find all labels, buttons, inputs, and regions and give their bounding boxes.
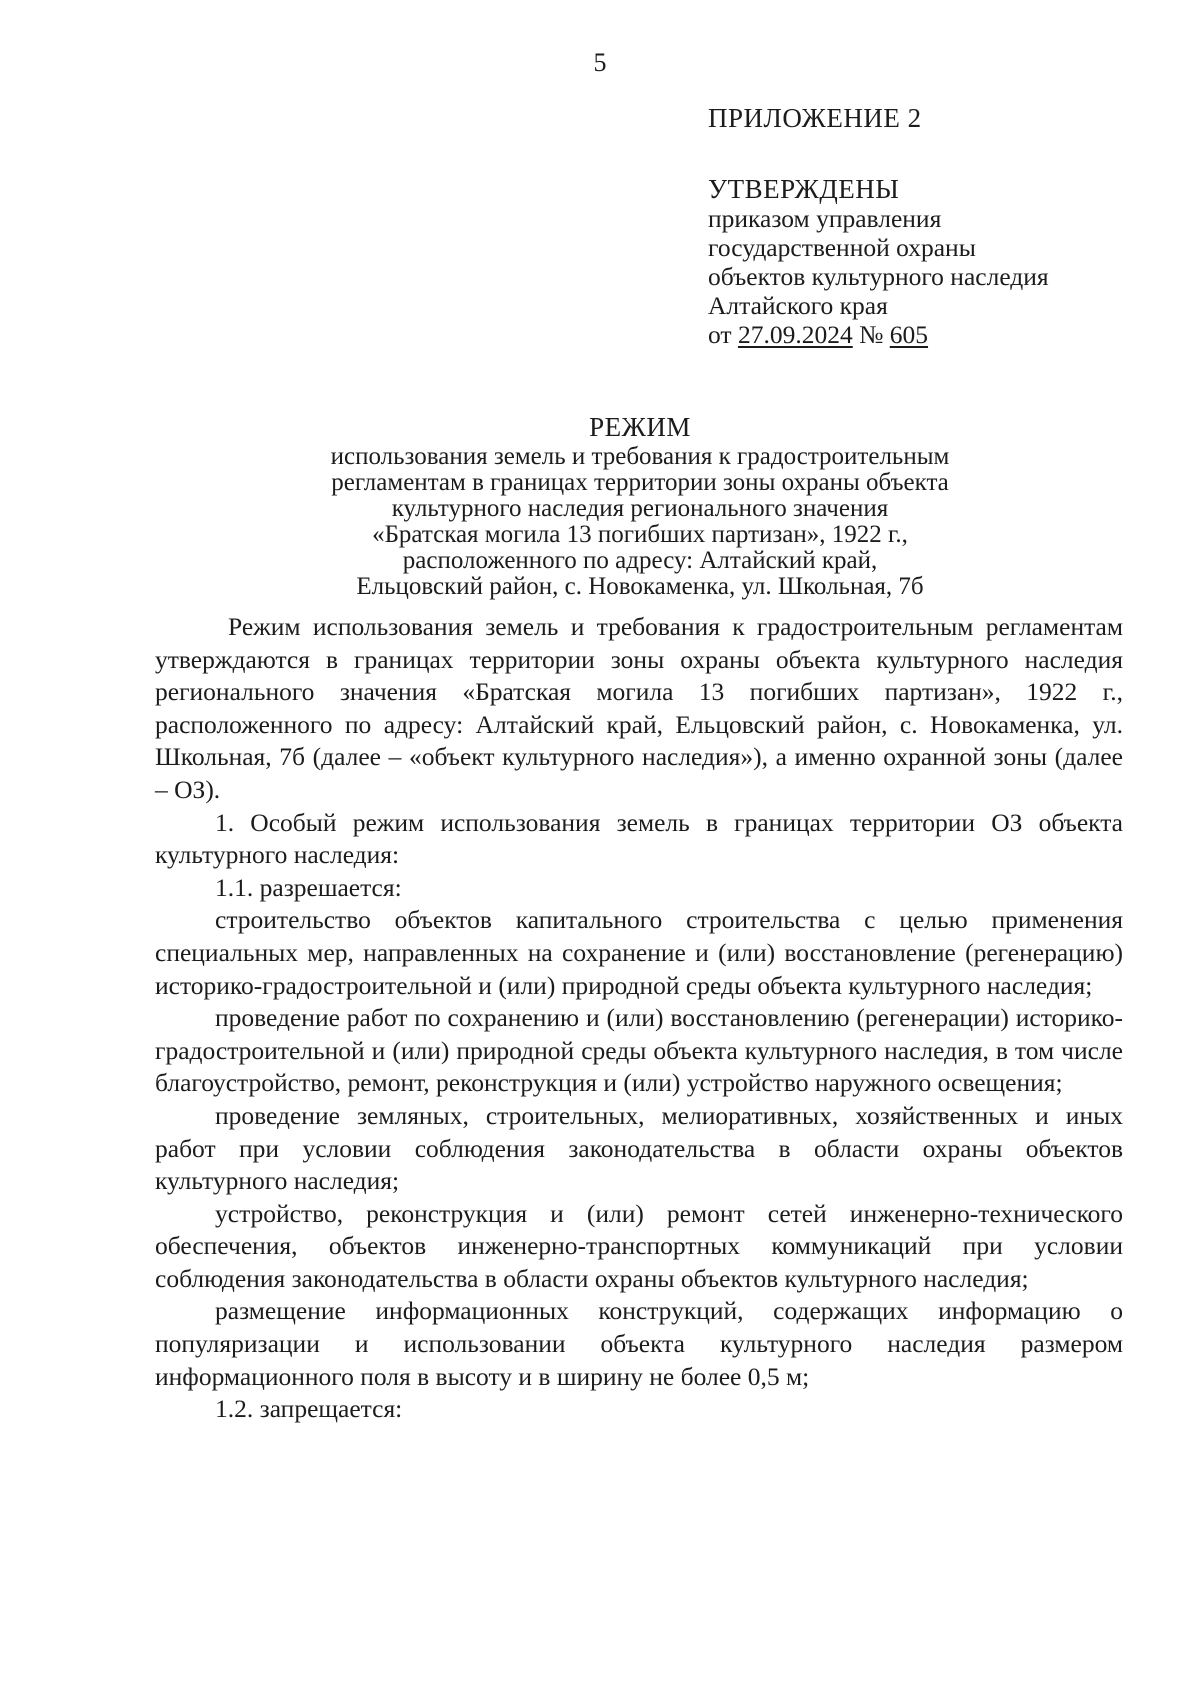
subtitle-line: расположенного по адресу: Алтайский край, bbox=[402, 547, 878, 574]
subtitle-line: «Братская могила 13 погибших партизан», 1922 г., bbox=[372, 521, 908, 548]
page-number: 5 bbox=[593, 48, 607, 77]
approval-line-1: приказом управления bbox=[708, 204, 942, 233]
approval-line-4: Алтайского края bbox=[708, 291, 888, 320]
appendix-label: ПРИЛОЖЕНИЕ 2 bbox=[708, 103, 922, 133]
subtitle-line: культурного наследия регионального значения bbox=[391, 495, 889, 522]
paragraph-section-1-1: 1.1. разрешается: bbox=[215, 872, 402, 902]
document-body bbox=[155, 611, 1123, 1426]
approval-line-2: государственной охраны bbox=[708, 233, 976, 262]
approval-date: 27.09.2024 bbox=[737, 320, 853, 349]
approved-label: УТВЕРЖДЕНЫ bbox=[708, 174, 900, 204]
paragraph-item: устройство, реконструкция и (или) ремонт сетей инженерно-технического обеспечения, объектов инженерно-транспортных коммуникаций при условии соблюдения законодательства в области охраны объектов культурного наследия; bbox=[155, 1198, 1123, 1293]
approval-number: 605 bbox=[889, 320, 929, 349]
paragraph-item: проведение земляных, строительных, мелиоративных, хозяйственных и иных работ при условии соблюдения законодательства в области охраны объектов культурного наследия; bbox=[155, 1100, 1123, 1196]
paragraph-item: размещение информационных конструкций, содержащих информацию о популяризации и использовании объекта культурного наследия размером информационного поля в высоту и в ширину не более 0,5 м; bbox=[155, 1296, 1123, 1391]
subtitle-line: регламентам в границах территории зоны охраны объекта bbox=[331, 469, 949, 496]
approval-number-sign: № bbox=[859, 320, 884, 349]
approval-line-3: объектов культурного наследия bbox=[708, 262, 1049, 291]
paragraph-section-1: 1. Особый режим использования земель в границах территории ОЗ объекта культурного наследия: bbox=[155, 807, 1123, 870]
approval-date-line bbox=[708, 320, 1168, 349]
approval-from: от bbox=[708, 320, 732, 349]
paragraph-item: проведение работ по сохранению и (или) восстановлению (регенерации) историко-градостроительной и (или) природной среды объекта культурного наследия, в том числе благоустройство, ремонт, реконструкция и (или) устройство наружного освещения; bbox=[155, 1003, 1123, 1098]
subtitle-line: Ельцовский район, с. Новокаменка, ул. Школьная, 7б bbox=[356, 573, 924, 600]
paragraph-section-1-2: 1.2. запрещается: bbox=[215, 1394, 403, 1424]
subtitle-line: использования земель и требования к градостроительным bbox=[330, 443, 950, 470]
approval-block bbox=[708, 104, 1168, 349]
paragraph-intro: Режим использования земель и требования к градостроительным регламентам утверждаются в границах территории зоны охраны объекта культурного наследия регионального значения «Братская могила 13 погибших партизан», 1922 г., расположенного по адресу: Алтайский край, Ельцовский район, с. Новокаменка, ул. Школьная, 7б (далее – «объект культурного наследия»), а именно охранной зоны (далее – ОЗ). bbox=[155, 612, 1123, 804]
paragraph-item: строительство объектов капитального строительства с целью применения специальных мер, направленных на сохранение и (или) восстановление (регенерацию) историко-градостроительной и (или) природной среды объекта культурного наследия; bbox=[155, 905, 1123, 1000]
document-subtitle bbox=[270, 444, 1010, 600]
document-title: РЕЖИМ bbox=[589, 412, 691, 442]
